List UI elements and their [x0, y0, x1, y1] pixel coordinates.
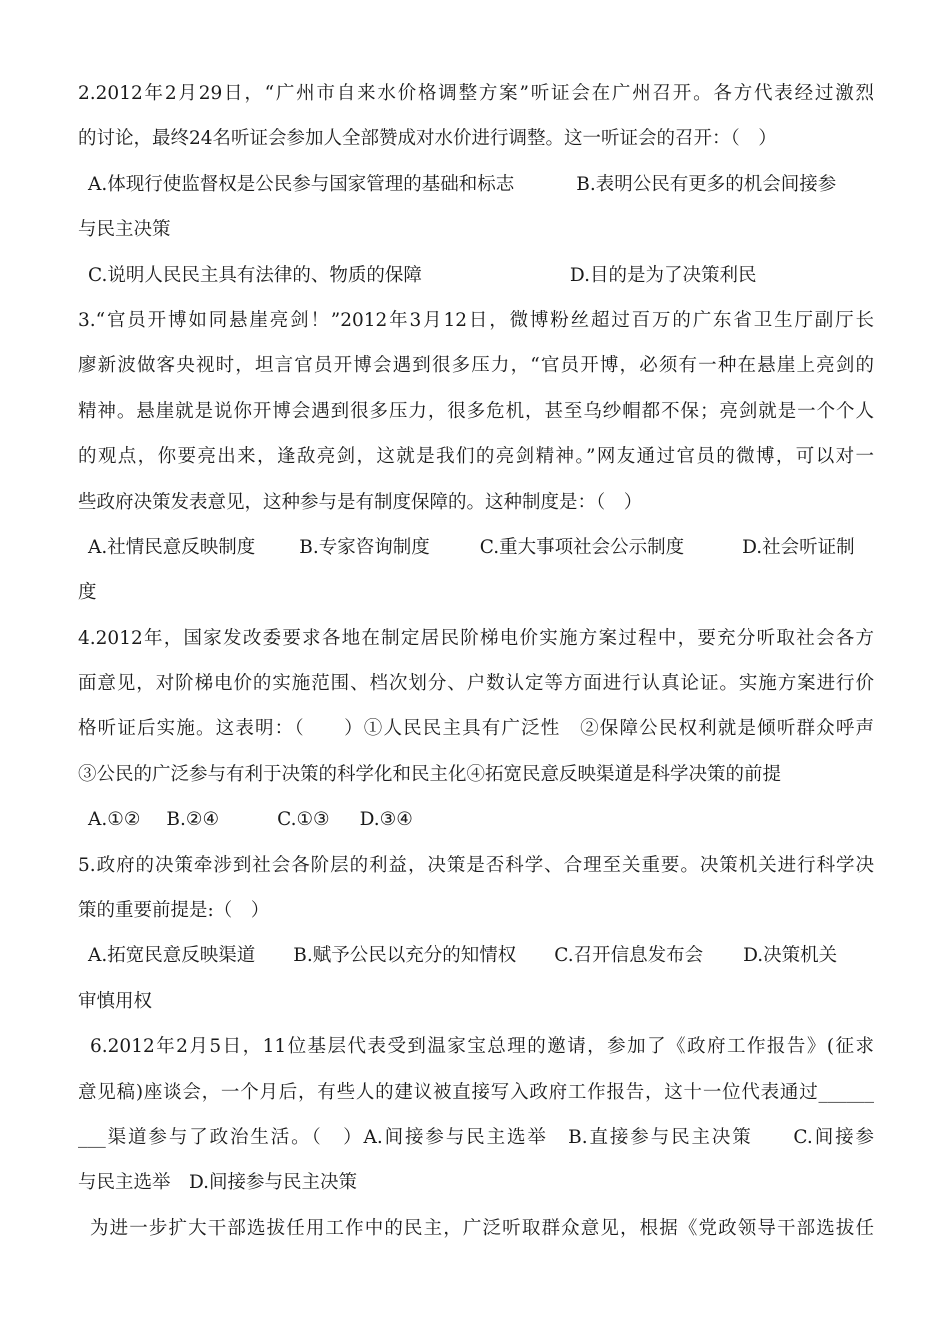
q2-option-a: A.体现行使监督权是公民参与国家管理的基础和标志 [88, 173, 515, 195]
q3-option-d-cont: 度 [78, 582, 97, 604]
q3-line-3: 精神。悬崖就是说你开博会遇到很多压力，很多危机，甚至乌纱帽都不保；亮剑就是一个个人 [78, 400, 874, 422]
q4-options-row [78, 808, 874, 853]
q5-line-2: 策的重要前提是:（ ） [78, 900, 270, 922]
q3-option-d: D.社会听证制 [742, 536, 855, 558]
q4-option-c: C.①③ [277, 809, 330, 831]
q3-option-b: B.专家咨询制度 [299, 536, 430, 558]
q4-line-3: 格听证后实施。这表明：（ ）①人民民主具有广泛性 ②保障公民权利就是倾听群众呼声 [78, 718, 874, 740]
q6-line-1: 6.2012年2月5日，11位基层代表受到温家宝总理的邀请，参加了《政府工作报告》(征求 [90, 1036, 874, 1058]
q4-option-d: D.③④ [359, 809, 413, 831]
q4-option-a: A.①② [88, 809, 141, 831]
q4-line-1: 4.2012年，国家发改委要求各地在制定居民阶梯电价实施方案过程中，要充分听取社会各方 [78, 627, 874, 649]
q5-option-d-cont: 审慎用权 [78, 990, 153, 1012]
q3-line-1: 3.“官员开博如同悬崖亮剑！”2012年3月12日，微博粉丝超过百万的广东省卫生厅副厅长 [78, 309, 874, 331]
trailing-paragraph-line: 为进一步扩大干部选拔任用工作中的民主，广泛听取群众意见，根据《党政领导干部选拔任 [90, 1217, 874, 1239]
q5-option-d: D.决策机关 [743, 945, 838, 967]
q2-option-d: D.目的是为了决策利民 [569, 264, 757, 286]
q3-line-4: 的观点，你要亮出来，逢敌亮剑，这就是我们的亮剑精神。”网友通过官员的微博，可以对一 [78, 446, 874, 468]
q2-line-2: 的讨论，最终24名听证会参加人全部赞成对水价进行调整。这一听证会的召开：（ ） [78, 128, 777, 150]
q3-line-2: 廖新波做客央视时，坦言官员开博会遇到很多压力，“官员开博，必须有一种在悬崖上亮剑的 [78, 355, 874, 377]
q5-option-c: C.召开信息发布会 [554, 945, 704, 967]
q4-option-b: B.②④ [166, 809, 220, 831]
q3-option-c: C.重大事项社会公示制度 [479, 536, 685, 558]
q2-line-1: 2.2012年2月29日，“广州市自来水价格调整方案”听证会在广州召开。各方代表经过激烈 [78, 83, 874, 104]
document-page [78, 82, 874, 1262]
q5-option-b: B.赋予公民以充分的知情权 [293, 945, 517, 967]
q2-option-b-cont: 与民主决策 [78, 219, 171, 241]
q3-option-a: A.社情民意反映制度 [88, 536, 256, 558]
q2-options-row-2 [78, 264, 874, 309]
q6-line-4: 与民主选举 D.间接参与民主决策 [78, 1172, 358, 1194]
q2-options-row-1 [78, 173, 874, 218]
q3-line-5: 些政府决策发表意见，这种参与是有制度保障的。这种制度是：（ ） [78, 491, 643, 513]
q5-options-row [78, 944, 874, 989]
q2-option-b: B.表明公民有更多的机会间接参 [576, 173, 837, 195]
q6-line-2: 意见稿)座谈会，一个月后，有些人的建议被直接写入政府工作报告，这十一位代表通过______ [78, 1081, 874, 1103]
q4-line-4: ③公民的广泛参与有利于决策的科学化和民主化④拓宽民意反映渠道是科学决策的前提 [78, 763, 782, 785]
q6-line-3: ___渠道参与了政治生活。（ ）A.间接参与民主选举 B.直接参与民主决策 C.间接参 [78, 1126, 874, 1148]
q3-options-row [78, 536, 874, 581]
q2-option-c: C.说明人民民主具有法律的、物质的保障 [88, 264, 422, 286]
q4-line-2: 面意见，对阶梯电价的实施范围、档次划分、户数认定等方面进行认真论证。实施方案进行价 [78, 673, 874, 695]
q5-line-1: 5.政府的决策牵涉到社会各阶层的利益，决策是否科学、合理至关重要。决策机关进行科学决 [78, 854, 874, 876]
q5-option-a: A.拓宽民意反映渠道 [88, 945, 256, 967]
